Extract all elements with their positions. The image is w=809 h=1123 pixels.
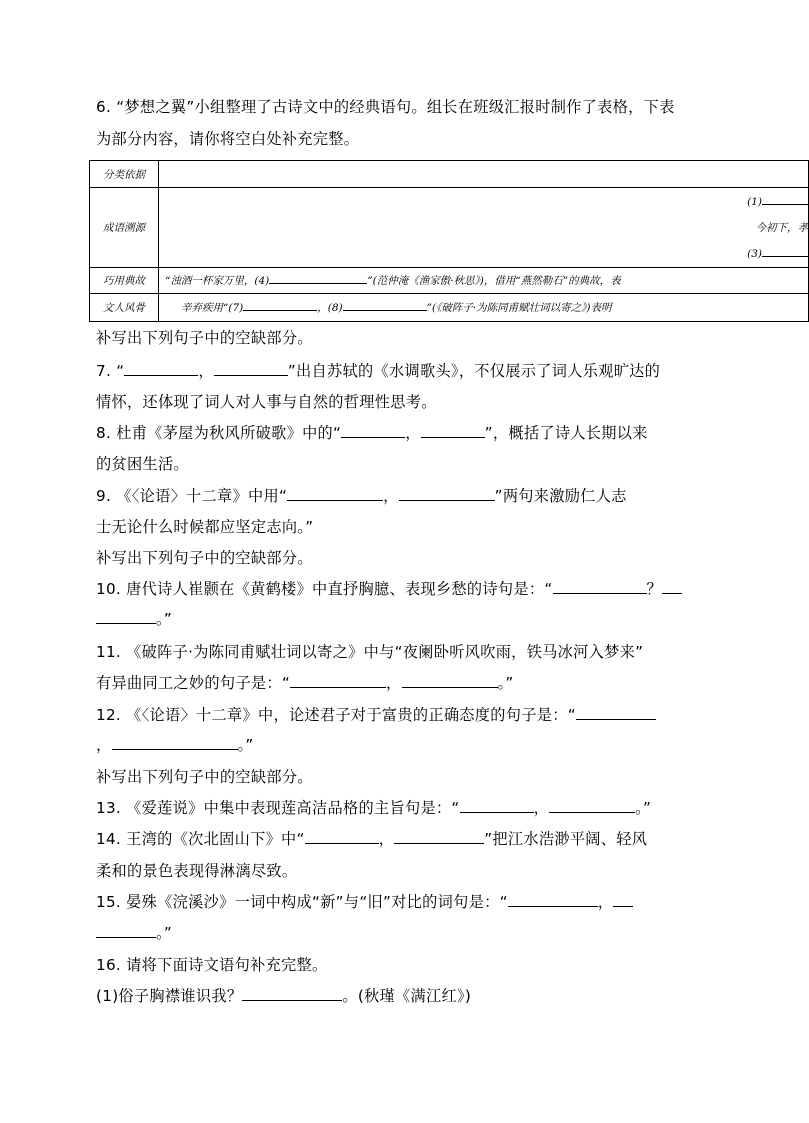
classification-table	[89, 160, 809, 322]
answer-blank[interactable]	[394, 829, 484, 844]
answer-blank[interactable]	[242, 986, 342, 1001]
blank-3[interactable]	[762, 246, 808, 257]
answer-blank[interactable]	[341, 423, 405, 438]
row-label-allusion: 巧用典故	[90, 268, 159, 294]
q13-line1: 13. 《爱莲说》中集中表现莲高洁品格的主旨句是：“ ， 。”	[96, 799, 652, 817]
q7-line1: 7. “ ， ”出自苏轼的《水调歌头》，不仅展示了词人乐观旷达的	[96, 362, 661, 380]
answer-blank[interactable]	[124, 361, 198, 376]
answer-blank[interactable]	[399, 486, 495, 501]
answer-blank[interactable]	[576, 705, 656, 720]
basis-cell	[159, 161, 809, 188]
answer-blank[interactable]	[613, 892, 633, 907]
answer-blank[interactable]	[96, 609, 156, 624]
q6-line2: 为部分内容，请你将空白处补充完整。	[96, 130, 360, 148]
q14-line2: 柔和的景色表现得淋漓尽致。	[96, 862, 298, 880]
table-row	[90, 161, 809, 188]
q11-line2: 有异曲同工之妙的句子是：“ ， 。”	[96, 674, 514, 692]
q7-line2: 情怀，还体现了词人对人事与自然的哲理性思考。	[96, 393, 437, 411]
answer-blank[interactable]	[460, 798, 534, 813]
answer-blank[interactable]	[402, 673, 498, 688]
character-cell: 辛弃疾用“(7) ，(8) ”(《破阵子·为陈同甫赋壮词以寄之》)表明	[159, 294, 809, 322]
section-heading: 补写出下列句子中的空缺部分。	[96, 549, 313, 567]
table-row	[90, 294, 809, 322]
answer-blank[interactable]	[96, 923, 156, 938]
answer-blank[interactable]	[421, 423, 485, 438]
q8-line2: 的贫困生活。	[96, 455, 189, 473]
q15-line2: 。”	[96, 923, 172, 943]
table-row	[90, 268, 809, 294]
idiom-cell: (1) 今初下，孝 (3)	[159, 188, 809, 268]
answer-blank[interactable]	[508, 892, 598, 907]
section-heading: 补写出下列句子中的空缺部分。	[96, 329, 313, 347]
q6-line1: 6. “梦想之翼”小组整理了古诗文中的经典语句。组长在班级汇报时制作了表格，下表	[96, 98, 675, 116]
answer-blank[interactable]	[553, 579, 647, 594]
q16-title: 16. 请将下面诗文语句补充完整。	[96, 956, 328, 974]
blank-1[interactable]	[762, 194, 808, 205]
answer-blank[interactable]	[112, 735, 238, 750]
q16-item1: (1)俗子胸襟谁识我？ 。(秋瑾《满江红》)	[96, 987, 472, 1005]
answer-blank[interactable]	[305, 829, 379, 844]
blank-4[interactable]	[269, 273, 367, 284]
q8-line1: 8. 杜甫《茅屋为秋风所破歌》中的“ ， ”，概括了诗人长期以来	[96, 424, 648, 442]
section-heading: 补写出下列句子中的空缺部分。	[96, 768, 313, 786]
answer-blank[interactable]	[290, 673, 386, 688]
q11-line1: 11. 《破阵子·为陈同甫赋壮词以寄之》中与“夜阑卧听风吹雨，铁马冰河入梦来”	[96, 643, 644, 661]
q9-line2: 士无论什么时候都应坚定志向。”	[96, 518, 314, 536]
table-row	[90, 188, 809, 268]
answer-blank[interactable]	[549, 798, 635, 813]
row-label-character: 文人风骨	[90, 294, 159, 322]
q15-line1: 15. 晏殊《浣溪沙》一词中构成“新”与“旧”对比的词句是：“ ，	[96, 892, 633, 912]
allusion-cell: “浊酒一杯家万里，(4) ”(范仲淹《渔家傲·秋思》)，借用“燕然勒石”的典故，表	[159, 268, 809, 294]
q10-line2: 。”	[96, 609, 172, 629]
answer-blank[interactable]	[214, 361, 288, 376]
q14-line1: 14. 王湾的《次北固山下》中“ ， ”把江水浩渺平阔、轻风	[96, 830, 648, 848]
answer-blank[interactable]	[662, 579, 682, 594]
blank-7[interactable]	[243, 300, 317, 311]
q10-line1: 10. 唐代诗人崔颢在《黄鹤楼》中直抒胸臆、表现乡愁的诗句是：“ ？	[96, 579, 682, 599]
blank-8[interactable]	[343, 300, 427, 311]
q12-line2: ， 。”	[96, 736, 254, 754]
row-label-basis: 分类依据	[90, 161, 159, 188]
q9-line1: 9. 《〈论语〉十二章》中用“ ， ”两句来激励仁人志	[96, 487, 627, 505]
row-label-idiom: 成语溯源	[90, 188, 159, 268]
q12-line1: 12. 《〈论语〉十二章》中，论述君子对于富贵的正确态度的句子是：“	[96, 705, 656, 725]
answer-blank[interactable]	[287, 486, 383, 501]
